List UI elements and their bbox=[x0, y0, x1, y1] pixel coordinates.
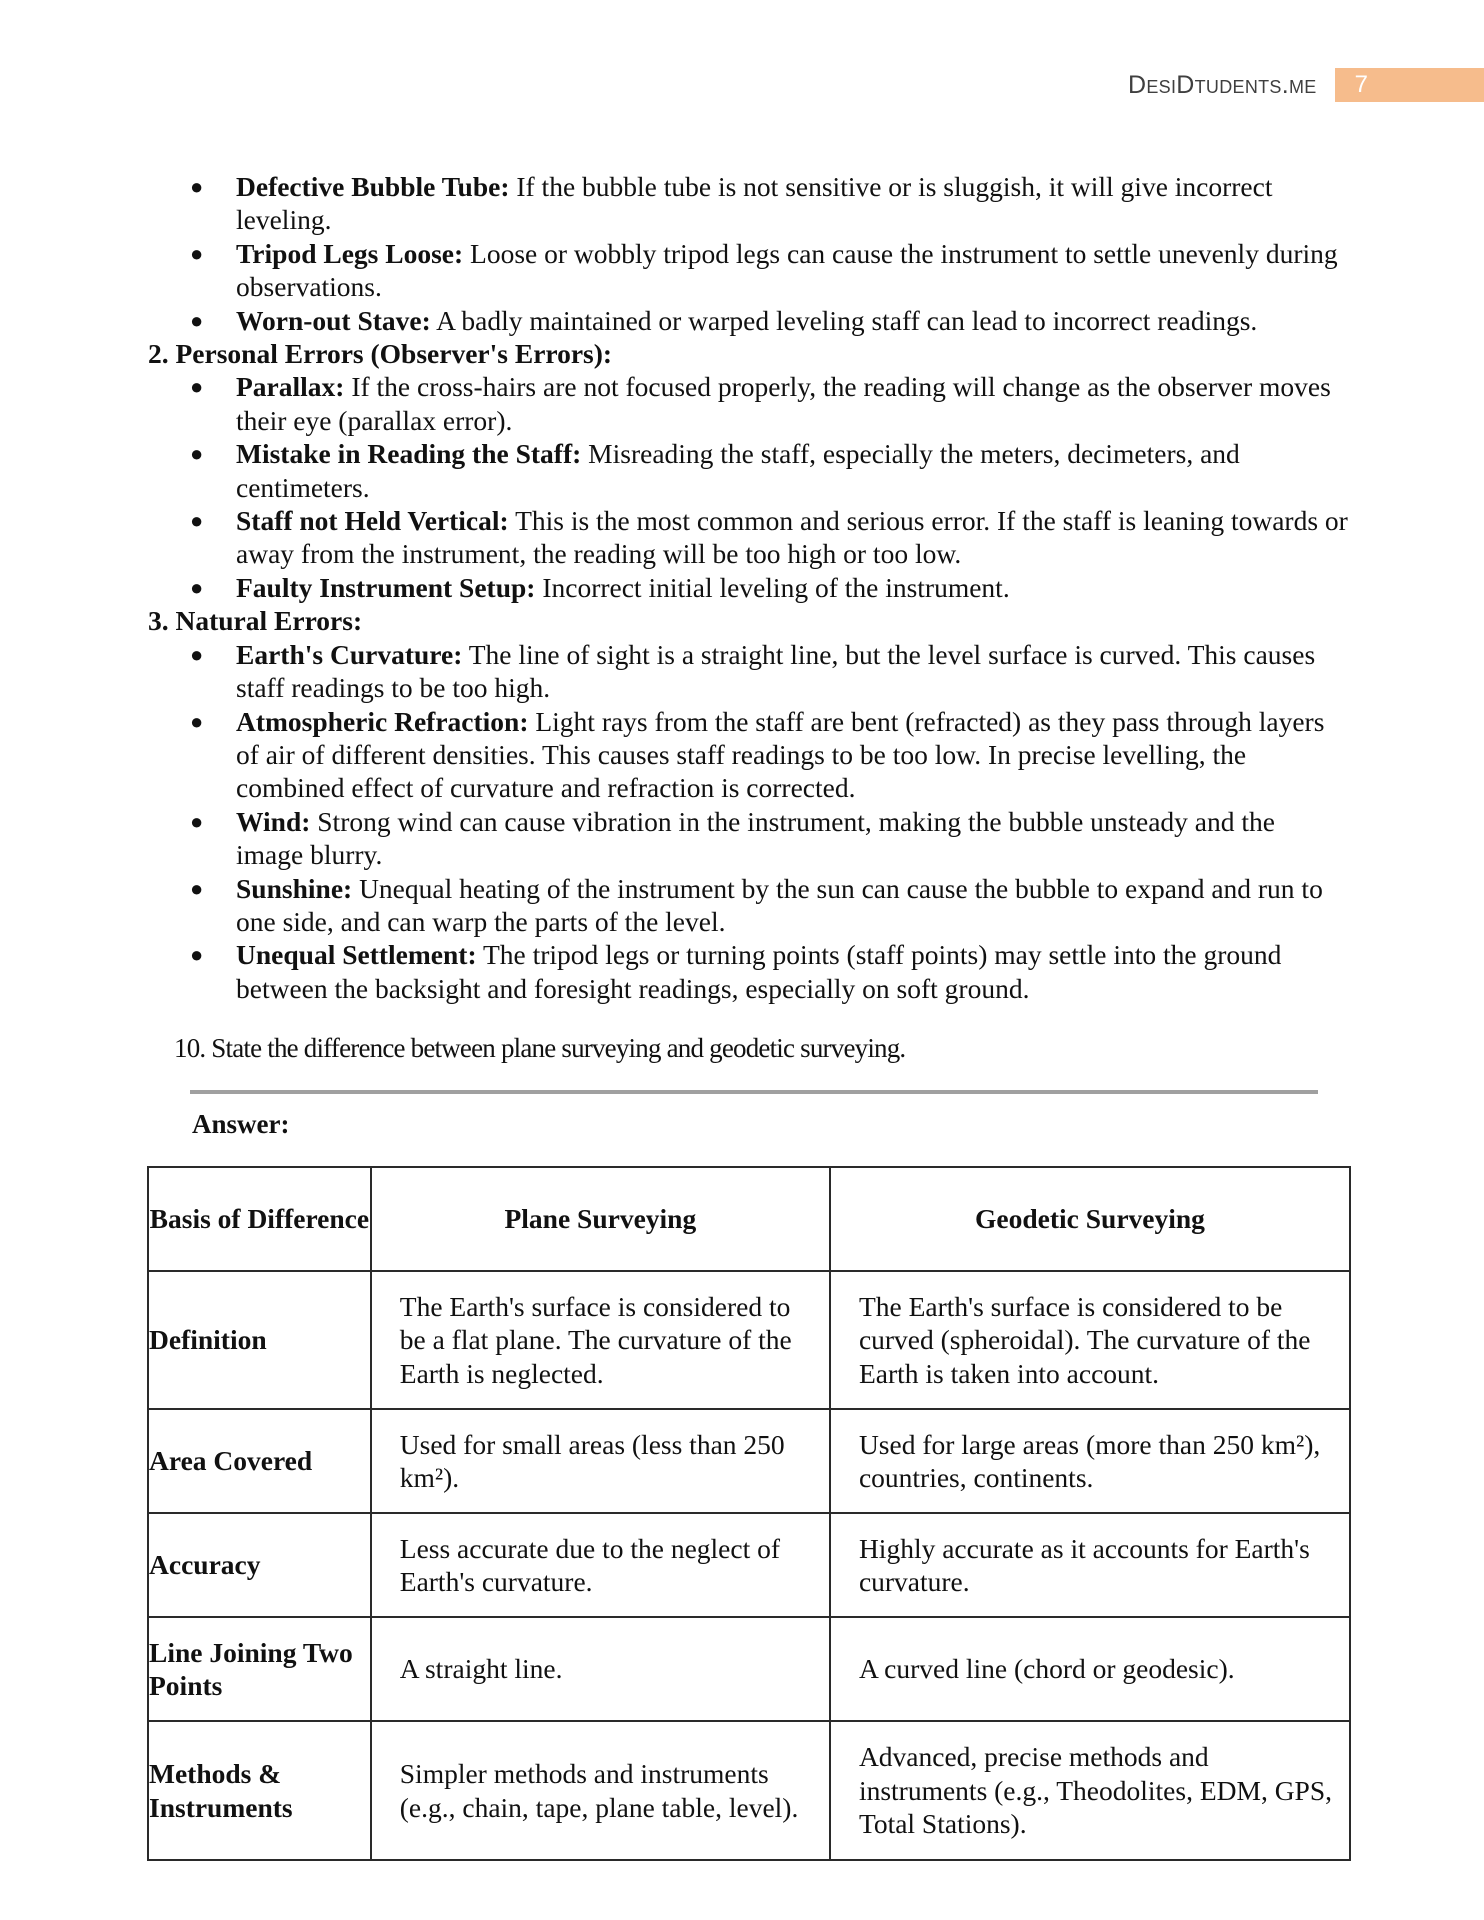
personal-errors-list bbox=[148, 370, 1348, 604]
term-label: Worn-out Stave: bbox=[236, 304, 431, 336]
geodetic-cell: The Earth's surface is considered to be curved (spheroidal). The curvature of the Earth is taken into account. bbox=[830, 1271, 1350, 1409]
list-item bbox=[148, 571, 1348, 604]
term-description: A badly maintained or warped leveling staff can lead to incorrect readings. bbox=[430, 304, 1258, 336]
bullet-icon: ● bbox=[190, 574, 204, 600]
plane-cell: Less accurate due to the neglect of Earth's curvature. bbox=[371, 1513, 830, 1617]
term-description: If the cross-hairs are not focused properly, the reading will change as the observer moves their eye (parallax error). bbox=[236, 371, 1331, 436]
bullet-icon: ● bbox=[190, 508, 204, 534]
list-item bbox=[148, 872, 1348, 939]
header-plane-surveying: Plane Surveying bbox=[371, 1167, 830, 1271]
row-label: Accuracy bbox=[148, 1513, 371, 1617]
list-item bbox=[148, 237, 1348, 304]
header-geodetic-surveying: Geodetic Surveying bbox=[830, 1167, 1350, 1271]
bullet-icon: ● bbox=[190, 875, 204, 901]
geodetic-cell: Highly accurate as it accounts for Earth's curvature. bbox=[830, 1513, 1350, 1617]
list-item bbox=[148, 437, 1348, 504]
page-header bbox=[1128, 68, 1484, 102]
bullet-icon: ● bbox=[190, 307, 204, 333]
term-description: Strong wind can cause vibration in the instrument, making the bubble unsteady and the image blurry. bbox=[236, 805, 1275, 871]
term-label: Faulty Instrument Setup: bbox=[236, 571, 536, 603]
row-label: Line Joining Two Points bbox=[148, 1617, 371, 1721]
bullet-icon: ● bbox=[190, 441, 204, 467]
list-item bbox=[148, 304, 1348, 337]
list-item bbox=[148, 170, 1348, 237]
row-label: Definition bbox=[148, 1271, 371, 1409]
document-body bbox=[148, 170, 1348, 1141]
term-description: This is the most common and serious error. If the staff is leaning towards or away from the instrument, the reading will be too high or too low. bbox=[236, 505, 1348, 570]
plane-cell: A straight line. bbox=[371, 1617, 830, 1721]
plane-cell: The Earth's surface is considered to be a flat plane. The curvature of the Earth is neglected. bbox=[371, 1271, 830, 1409]
term-description: Misreading the staff, especially the meters, decimeters, and centimeters. bbox=[236, 438, 1240, 503]
answer-label: Answer: bbox=[192, 1108, 290, 1139]
page-number: 7 bbox=[1335, 68, 1484, 102]
section-heading-natural-errors: 3. Natural Errors: bbox=[148, 605, 363, 637]
bullet-icon: ● bbox=[190, 942, 204, 968]
list-item bbox=[148, 705, 1348, 805]
term-description: Light rays from the staff are bent (refracted) as they pass through layers of air of different densities. This causes staff readings to be too low. In precise levelling, the combined effect of curvature and refraction is corrected. bbox=[236, 705, 1325, 804]
term-description: Incorrect initial leveling of the instrument. bbox=[535, 571, 1010, 603]
geodetic-cell: Advanced, precise methods and instruments (e.g., Theodolites, EDM, GPS, Total Stations). bbox=[830, 1721, 1350, 1860]
term-description: Unequal heating of the instrument by the sun can cause the bubble to expand and run to one side, and can warp the parts of the level. bbox=[236, 872, 1323, 937]
term-description: The tripod legs or turning points (staff points) may settle into the ground between the backsight and foresight readings, especially on soft ground. bbox=[236, 939, 1282, 1004]
term-label: Staff not Held Vertical: bbox=[236, 505, 509, 537]
bullet-icon: ● bbox=[190, 240, 204, 266]
bullet-icon: ● bbox=[190, 641, 204, 667]
term-description: If the bubble tube is not sensitive or is sluggish, it will give incorrect leveling. bbox=[236, 171, 1273, 236]
list-item bbox=[148, 370, 1348, 437]
instrument-errors-list bbox=[148, 170, 1348, 337]
term-label: Tripod Legs Loose: bbox=[236, 237, 464, 269]
term-label: Unequal Settlement: bbox=[236, 939, 477, 971]
header-basis-of-difference: Basis of Difference bbox=[148, 1167, 371, 1271]
natural-errors-list bbox=[148, 638, 1348, 1005]
site-name: DesiDtudents.me bbox=[1128, 70, 1317, 99]
term-label: Wind: bbox=[236, 805, 311, 837]
row-label: Area Covered bbox=[148, 1409, 371, 1513]
list-item bbox=[148, 504, 1348, 571]
list-item bbox=[148, 638, 1348, 705]
row-label: Methods & Instruments bbox=[148, 1721, 371, 1860]
plane-cell: Simpler methods and instruments (e.g., chain, tape, plane table, level). bbox=[371, 1721, 830, 1860]
term-label: Atmospheric Refraction: bbox=[236, 705, 529, 737]
term-label: Mistake in Reading the Staff: bbox=[236, 438, 582, 470]
table-row bbox=[148, 1271, 1350, 1409]
table-row bbox=[148, 1617, 1350, 1721]
term-label: Parallax: bbox=[236, 371, 345, 403]
term-description: The line of sight is a straight line, but the level surface is curved. This causes staff readings to be too high. bbox=[236, 638, 1316, 704]
comparison-table bbox=[147, 1166, 1351, 1861]
term-label: Earth's Curvature: bbox=[236, 638, 463, 670]
plane-cell: Used for small areas (less than 250 km²). bbox=[371, 1409, 830, 1513]
question-text: 10. State the difference between plane surveying and geodetic surveying. bbox=[174, 1033, 906, 1064]
term-description: Loose or wobbly tripod legs can cause the instrument to settle unevenly during observations. bbox=[236, 237, 1338, 303]
horizontal-divider bbox=[190, 1090, 1318, 1094]
list-item bbox=[148, 805, 1348, 872]
term-label: Sunshine: bbox=[236, 872, 353, 904]
bullet-icon: ● bbox=[190, 708, 204, 734]
bullet-icon: ● bbox=[190, 374, 204, 400]
geodetic-cell: Used for large areas (more than 250 km²), countries, continents. bbox=[830, 1409, 1350, 1513]
bullet-icon: ● bbox=[190, 174, 204, 199]
table-row bbox=[148, 1513, 1350, 1617]
list-item bbox=[148, 938, 1348, 1005]
table-row bbox=[148, 1409, 1350, 1513]
section-heading-personal-errors: 2. Personal Errors (Observer's Errors): bbox=[148, 338, 613, 370]
bullet-icon: ● bbox=[190, 808, 204, 834]
table-header-row bbox=[148, 1167, 1350, 1271]
term-label: Defective Bubble Tube: bbox=[236, 171, 510, 202]
table-row bbox=[148, 1721, 1350, 1860]
geodetic-cell: A curved line (chord or geodesic). bbox=[830, 1617, 1350, 1721]
